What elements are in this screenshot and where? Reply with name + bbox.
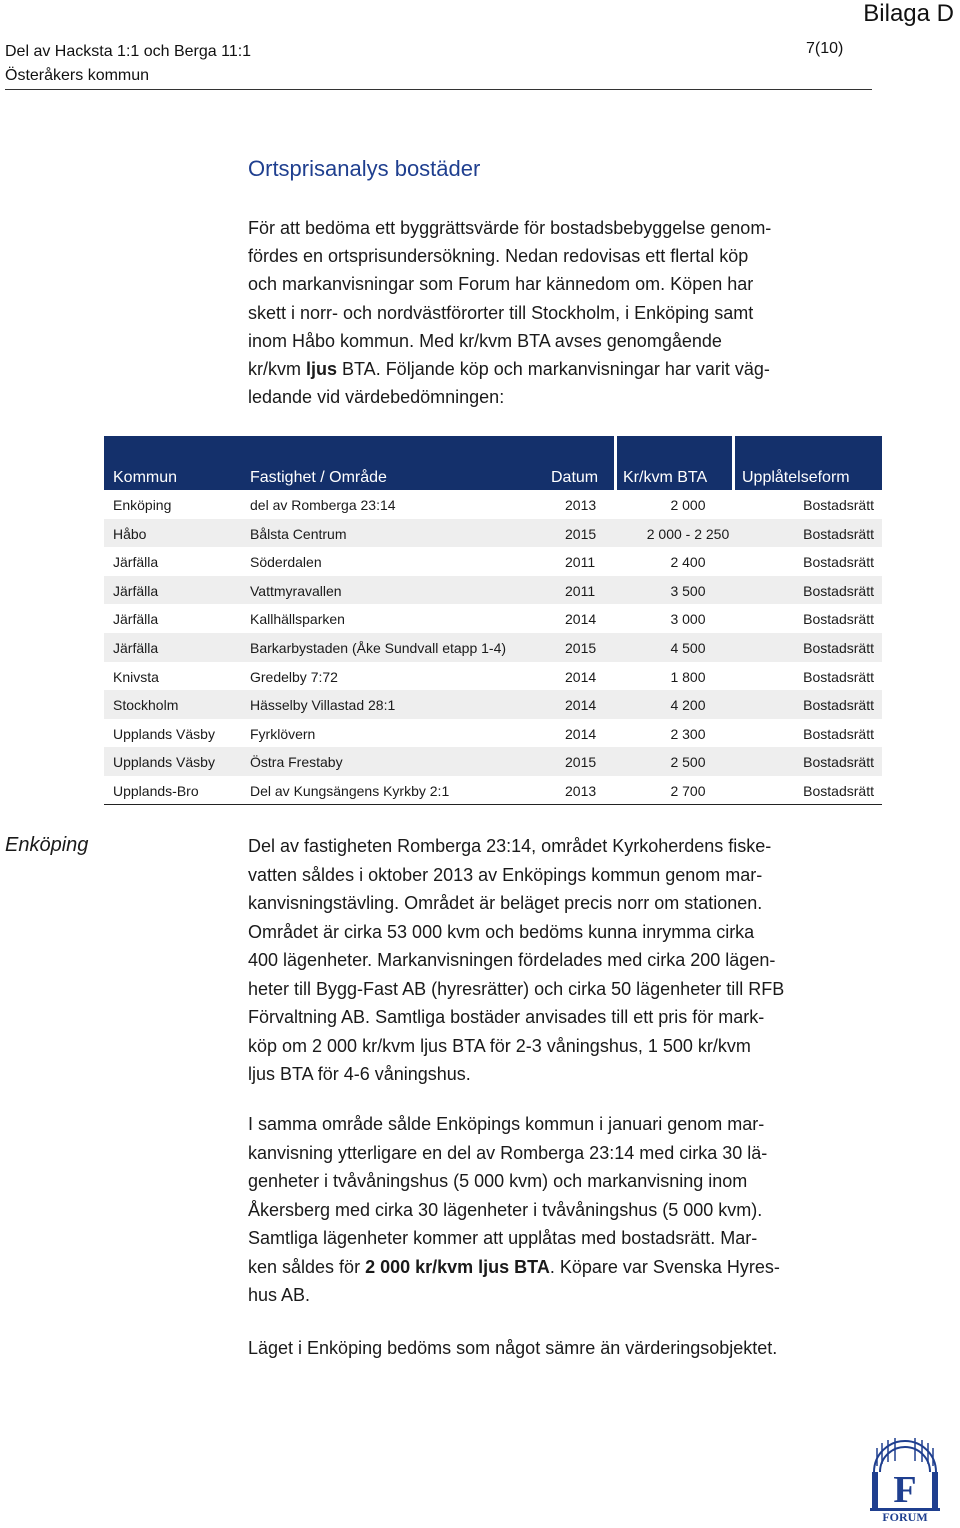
section-title: Ortsprisanalys bostäder: [248, 156, 481, 181]
paragraph-line: 400 lägenheter. Markanvisningen fördelades med cirka 200 lägen-: [248, 950, 776, 970]
header-divider: [5, 89, 872, 90]
intro-bold: ljus: [306, 359, 338, 380]
cell-datum: 2015: [565, 525, 597, 542]
cell-krkvm: 2 500: [670, 754, 706, 771]
table-row: [104, 604, 882, 633]
intro-line: ledande vid värdebedömningen:: [248, 387, 505, 408]
enkoping-paragraph-2: [248, 1110, 888, 1310]
paragraph-line: ljus BTA för 4-6 våningshus.: [248, 1064, 471, 1084]
cell-upplatelse: Bostadsrätt: [803, 697, 874, 714]
cell-kommun: Järfälla: [113, 639, 159, 656]
intro-line: fördes en ortsprisundersökning. Nedan redovisas ett flertal köp: [248, 246, 749, 267]
paragraph-line: [248, 1253, 888, 1282]
paragraph-text: . Köpare var Svenska Hyres-: [549, 1256, 780, 1277]
header-kommun: Kommun: [113, 469, 178, 486]
intro-line: För att bedöma ett byggrättsvärde för bostadsbebyggelse genom-: [248, 218, 772, 238]
paragraph-line: kanvisning ytterligare en del av Romberga 23:14 med cirka 30 lä-: [248, 1142, 768, 1163]
cell-datum: 2014: [565, 668, 597, 685]
paragraph-line: Samtliga lägenheter kommer att upplåtas med bostadsrätt. Mar-: [248, 1228, 758, 1248]
cell-upplatelse: Bostadsrätt: [803, 668, 874, 685]
cell-datum: 2014: [565, 725, 597, 742]
cell-datum: 2013: [565, 782, 597, 799]
cell-datum: 2015: [565, 754, 597, 771]
cell-datum: 2011: [565, 582, 596, 599]
header-separator: [732, 436, 735, 490]
price-table: [104, 436, 882, 805]
paragraph-line: genheter i tvåvåningshus (5 000 kvm) och markanvisning inom: [248, 1171, 748, 1191]
cell-upplatelse: Bostadsrätt: [803, 782, 874, 799]
intro-line: och markanvisningar som Forum har kännedom om. Köpen har: [248, 274, 754, 295]
cell-krkvm: 2 000 - 2 250: [646, 525, 730, 542]
cell-krkvm: 2 000: [670, 497, 706, 513]
intro-text: kr/kvm: [248, 359, 306, 380]
cell-upplatelse: Bostadsrätt: [803, 725, 874, 742]
logo-text: FORUM: [882, 1510, 928, 1522]
document-header: [5, 40, 251, 88]
header-fastighet: Fastighet / Område: [250, 469, 387, 486]
paragraph-line: Förvaltning AB. Samtliga bostäder anvisades till ett pris för mark-: [248, 1007, 765, 1027]
intro-line: skett i norr- och nordvästförorter till Stockholm, i Enköping samt: [248, 302, 754, 323]
cell-upplatelse: Bostadsrätt: [803, 497, 874, 513]
intro-text: BTA. Följande köp och markanvisningar har varit väg-: [337, 359, 770, 380]
cell-upplatelse: Bostadsrätt: [803, 611, 874, 628]
enkoping-paragraph-1: [248, 832, 888, 1089]
paragraph-line: hus AB.: [248, 1285, 311, 1305]
header-separator: [614, 436, 617, 490]
cell-datum: 2013: [565, 497, 597, 513]
paragraph-line: Åkersberg med cirka 30 lägenheter i tvåvåningshus (5 000 kvm).: [248, 1199, 763, 1220]
cell-fastighet: Gredelby 7:72: [250, 668, 338, 685]
table-body: [104, 490, 882, 805]
header-upplatelse: Upplåtelseform: [742, 469, 850, 486]
cell-upplatelse: Bostadsrätt: [803, 754, 874, 771]
cell-kommun: Stockholm: [113, 697, 179, 714]
cell-datum: 2014: [565, 611, 597, 628]
cell-fastighet: Söderdalen: [250, 554, 322, 571]
cell-krkvm: 4 500: [670, 639, 706, 656]
appendix-label: Bilaga D: [863, 0, 954, 27]
cell-krkvm: 4 200: [670, 697, 706, 714]
header-krkvm: Kr/kvm BTA: [623, 469, 708, 486]
enkoping-label: Enköping: [5, 834, 89, 856]
paragraph-line: köp om 2 000 kr/kvm ljus BTA för 2-3 våningshus, 1 500 kr/kvm: [248, 1035, 751, 1056]
cell-fastighet: Vattmyravallen: [250, 582, 342, 599]
cell-kommun: Håbo: [113, 525, 147, 542]
cell-upplatelse: Bostadsrätt: [803, 582, 874, 599]
cell-krkvm: 1 800: [670, 668, 706, 685]
cell-krkvm: 2 300: [670, 725, 706, 742]
cell-datum: 2014: [565, 697, 597, 714]
table-row: [104, 776, 882, 805]
cell-datum: 2015: [565, 639, 597, 656]
table-row: [104, 547, 882, 576]
cell-kommun: Enköping: [113, 497, 172, 513]
paragraph-bold: 2 000 kr/kvm ljus BTA: [365, 1256, 550, 1277]
table-row: [104, 662, 882, 691]
paragraph-line: Läget i Enköping bedöms som något sämre än värderingsobjektet.: [248, 1338, 778, 1358]
cell-kommun: Knivsta: [113, 668, 159, 685]
paragraph-line: kanvisningstävling. Området är beläget precis norr om stationen.: [248, 893, 763, 913]
table-row: [104, 490, 882, 519]
table-row: [104, 576, 882, 605]
cell-kommun: Upplands Väsby: [113, 754, 215, 771]
cell-kommun: Järfälla: [113, 611, 159, 628]
cell-kommun: Järfälla: [113, 554, 159, 571]
cell-upplatelse: Bostadsrätt: [803, 639, 874, 656]
cell-upplatelse: Bostadsrätt: [803, 554, 874, 571]
table-row: [104, 633, 882, 662]
cell-kommun: Upplands-Bro: [113, 782, 199, 799]
paragraph-line: heter till Bygg-Fast AB (hyresrätter) och cirka 50 lägenheter till RFB: [248, 978, 785, 999]
forum-logo-icon: [868, 1436, 942, 1522]
intro-paragraph: [248, 214, 868, 411]
table-row: [104, 747, 882, 776]
intro-line: inom Håbo kommun. Med kr/kvm BTA avses genomgående: [248, 330, 722, 351]
table-row: [104, 719, 882, 748]
cell-fastighet: Barkarbystaden (Åke Sundvall etapp 1-4): [250, 639, 507, 656]
cell-krkvm: 2 700: [670, 782, 706, 799]
paragraph-line: vatten såldes i oktober 2013 av Enköpings kommun genom mar-: [248, 864, 763, 885]
table-header: [104, 436, 882, 490]
cell-krkvm: 2 400: [670, 554, 706, 571]
cell-datum: 2011: [565, 554, 596, 571]
cell-fastighet: Fyrklövern: [250, 725, 316, 742]
paragraph-line: I samma område sålde Enköpings kommun i januari genom mar-: [248, 1114, 765, 1134]
logo-letter: F: [893, 1469, 917, 1511]
cell-upplatelse: Bostadsrätt: [803, 525, 874, 542]
header-datum: Datum: [551, 469, 599, 486]
paragraph-lines: [248, 1110, 888, 1253]
header-property: Del av Hacksta 1:1 och Berga 11:1: [5, 43, 252, 60]
cell-fastighet: Hässelby Villastad 28:1: [250, 697, 396, 714]
cell-kommun: Upplands Väsby: [113, 725, 215, 742]
table-row: [104, 690, 882, 719]
cell-fastighet: Kallhällsparken: [250, 611, 345, 628]
paragraph-text: ken såldes för: [248, 1256, 366, 1277]
cell-krkvm: 3 000: [670, 611, 706, 628]
table-row: [104, 519, 882, 548]
cell-fastighet: Östra Frestaby: [250, 754, 343, 771]
cell-fastighet: Del av Kungsängens Kyrkby 2:1: [250, 782, 450, 799]
cell-fastighet: del av Romberga 23:14: [250, 497, 396, 513]
header-municipality: Österåkers kommun: [5, 67, 150, 84]
cell-fastighet: Bålsta Centrum: [250, 525, 347, 542]
cell-krkvm: 3 500: [670, 582, 706, 599]
intro-line: [248, 355, 868, 383]
paragraph-line: Del av fastigheten Romberga 23:14, området Kyrkoherdens fiske-: [248, 836, 772, 856]
page-number: 7(10): [806, 40, 844, 57]
paragraph-line: Området är cirka 53 000 kvm och bedöms kunna inrymma cirka: [248, 921, 755, 942]
cell-kommun: Järfälla: [113, 582, 159, 599]
enkoping-paragraph-3: [248, 1334, 888, 1363]
